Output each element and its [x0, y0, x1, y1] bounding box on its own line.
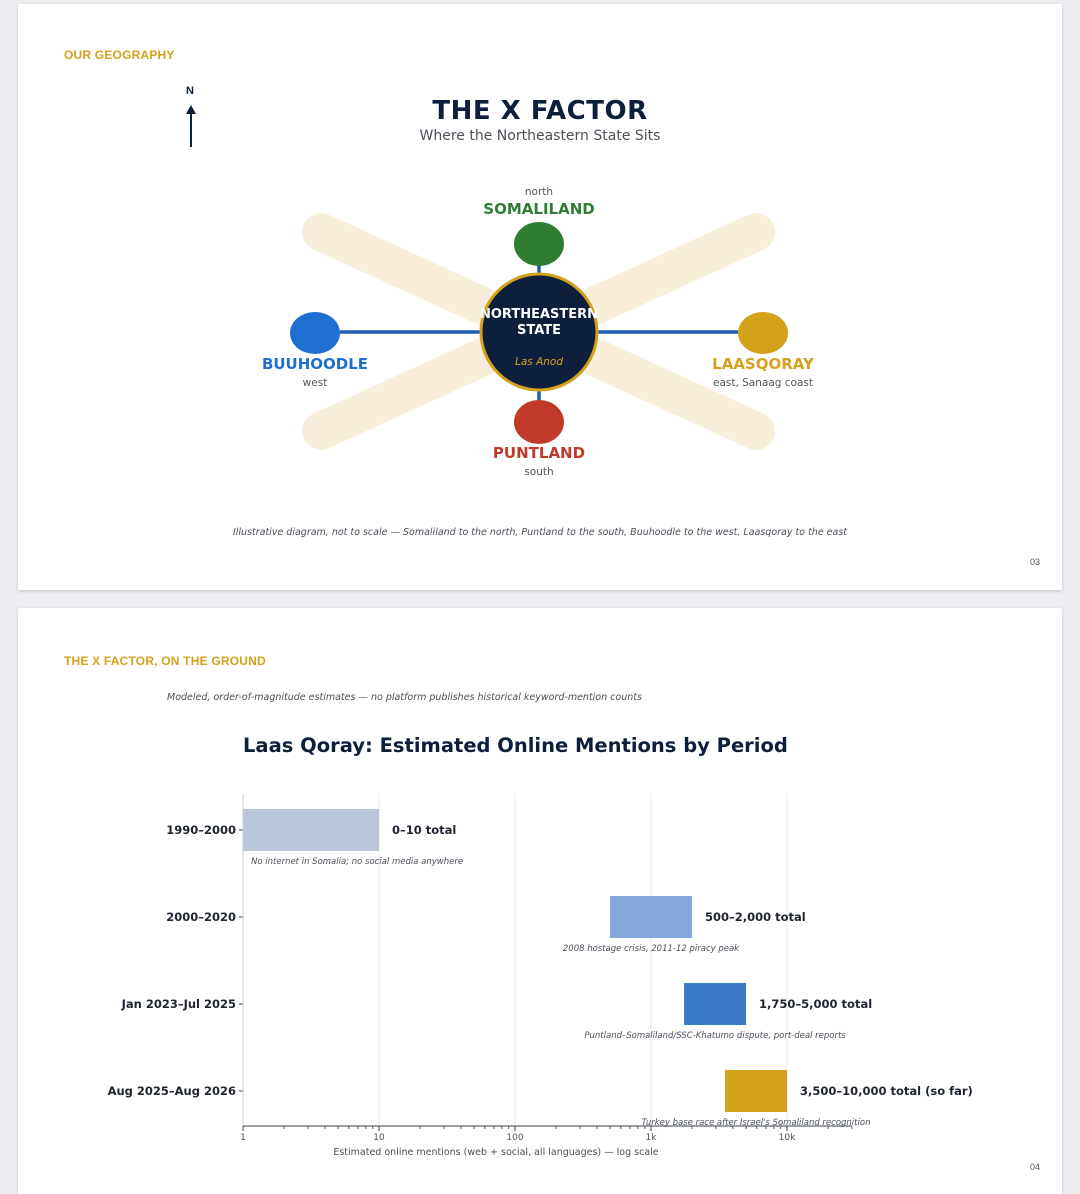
bar-annotation: No internet in Somalia; no social media anywhere	[251, 857, 464, 867]
puntland-note: south	[524, 466, 554, 478]
chart-title: Laas Qoray: Estimated Online Mentions by Period	[243, 734, 788, 757]
laasqoray-node	[738, 312, 788, 354]
center-name-line2: STATE	[516, 323, 562, 338]
buuhoodle-node	[290, 312, 340, 354]
page-number: 04	[1029, 1162, 1040, 1172]
bar	[610, 896, 692, 938]
bar	[684, 983, 746, 1025]
somaliland-note: north	[524, 186, 554, 198]
laasqoray-label: LAASQORAY	[712, 355, 814, 373]
bar-annotation: Turkey base race after Israel's Somaliland recognition	[641, 1118, 871, 1128]
x-axis-label: Estimated online mentions (web + social, all languages) — log scale	[333, 1147, 659, 1158]
somaliland-node	[514, 222, 564, 266]
puntland-label: PUNTLAND	[492, 444, 586, 462]
bar-value-label: 500–2,000 total	[704, 910, 806, 924]
puntland-node	[514, 400, 564, 444]
page-subtitle: Where the Northeastern State Sits	[419, 128, 661, 144]
buuhoodle-label: BUUHOODLE	[261, 355, 369, 373]
x-tick-label: 10k	[778, 1133, 796, 1143]
x-tick-label: 100	[506, 1133, 524, 1143]
page-title: THE X FACTOR	[432, 96, 648, 126]
category-label: 1990–2000	[166, 823, 236, 837]
buuhoodle-note: west	[302, 377, 328, 389]
x-tick-label: 1k	[645, 1133, 657, 1143]
bar-value-label: 1,750–5,000 total	[759, 997, 873, 1011]
section-label: THE X FACTOR, ON THE GROUND	[64, 654, 266, 668]
bar	[725, 1070, 787, 1112]
center-name-line1: NORTHEASTERN	[479, 307, 599, 322]
category-label: 2000–2020	[166, 910, 236, 924]
bar-annotation: Puntland–Somaliland/SSC-Khatumo dispute, port-deal reports	[584, 1031, 846, 1041]
bar-annotation: 2008 hostage crisis, 2011-12 piracy peak	[562, 944, 740, 954]
diagram-footnote: Illustrative diagram, not to scale — Somaliland to the north, Puntland to the south, Buuhoodle to the west, Laasqoray to the east	[232, 527, 848, 538]
x-tick-label: 10	[373, 1133, 385, 1143]
laasqoray-note: east, Sanaag coast	[712, 377, 814, 389]
geography-diagram	[18, 4, 1062, 590]
slide-geography	[18, 4, 1062, 590]
slide-chart	[18, 608, 1062, 1194]
category-label: Jan 2023–Jul 2025	[121, 997, 236, 1011]
mentions-chart	[18, 608, 1062, 1194]
section-label: OUR GEOGRAPHY	[64, 48, 175, 62]
x-tick-label: 1	[240, 1133, 246, 1143]
center-city: Las Anod	[514, 356, 564, 368]
bar	[243, 809, 379, 851]
bars	[108, 809, 973, 1128]
page-number: 03	[1029, 557, 1040, 567]
chart-note: Modeled, order-of-magnitude estimates — no platform publishes historical keyword-mention counts	[167, 692, 642, 703]
somaliland-label: SOMALILAND	[483, 200, 595, 218]
category-label: Aug 2025–Aug 2026	[107, 1084, 236, 1098]
bar-value-label: 3,500–10,000 total (so far)	[800, 1084, 973, 1098]
north-label: N	[186, 85, 194, 97]
bar-value-label: 0–10 total	[392, 823, 457, 837]
